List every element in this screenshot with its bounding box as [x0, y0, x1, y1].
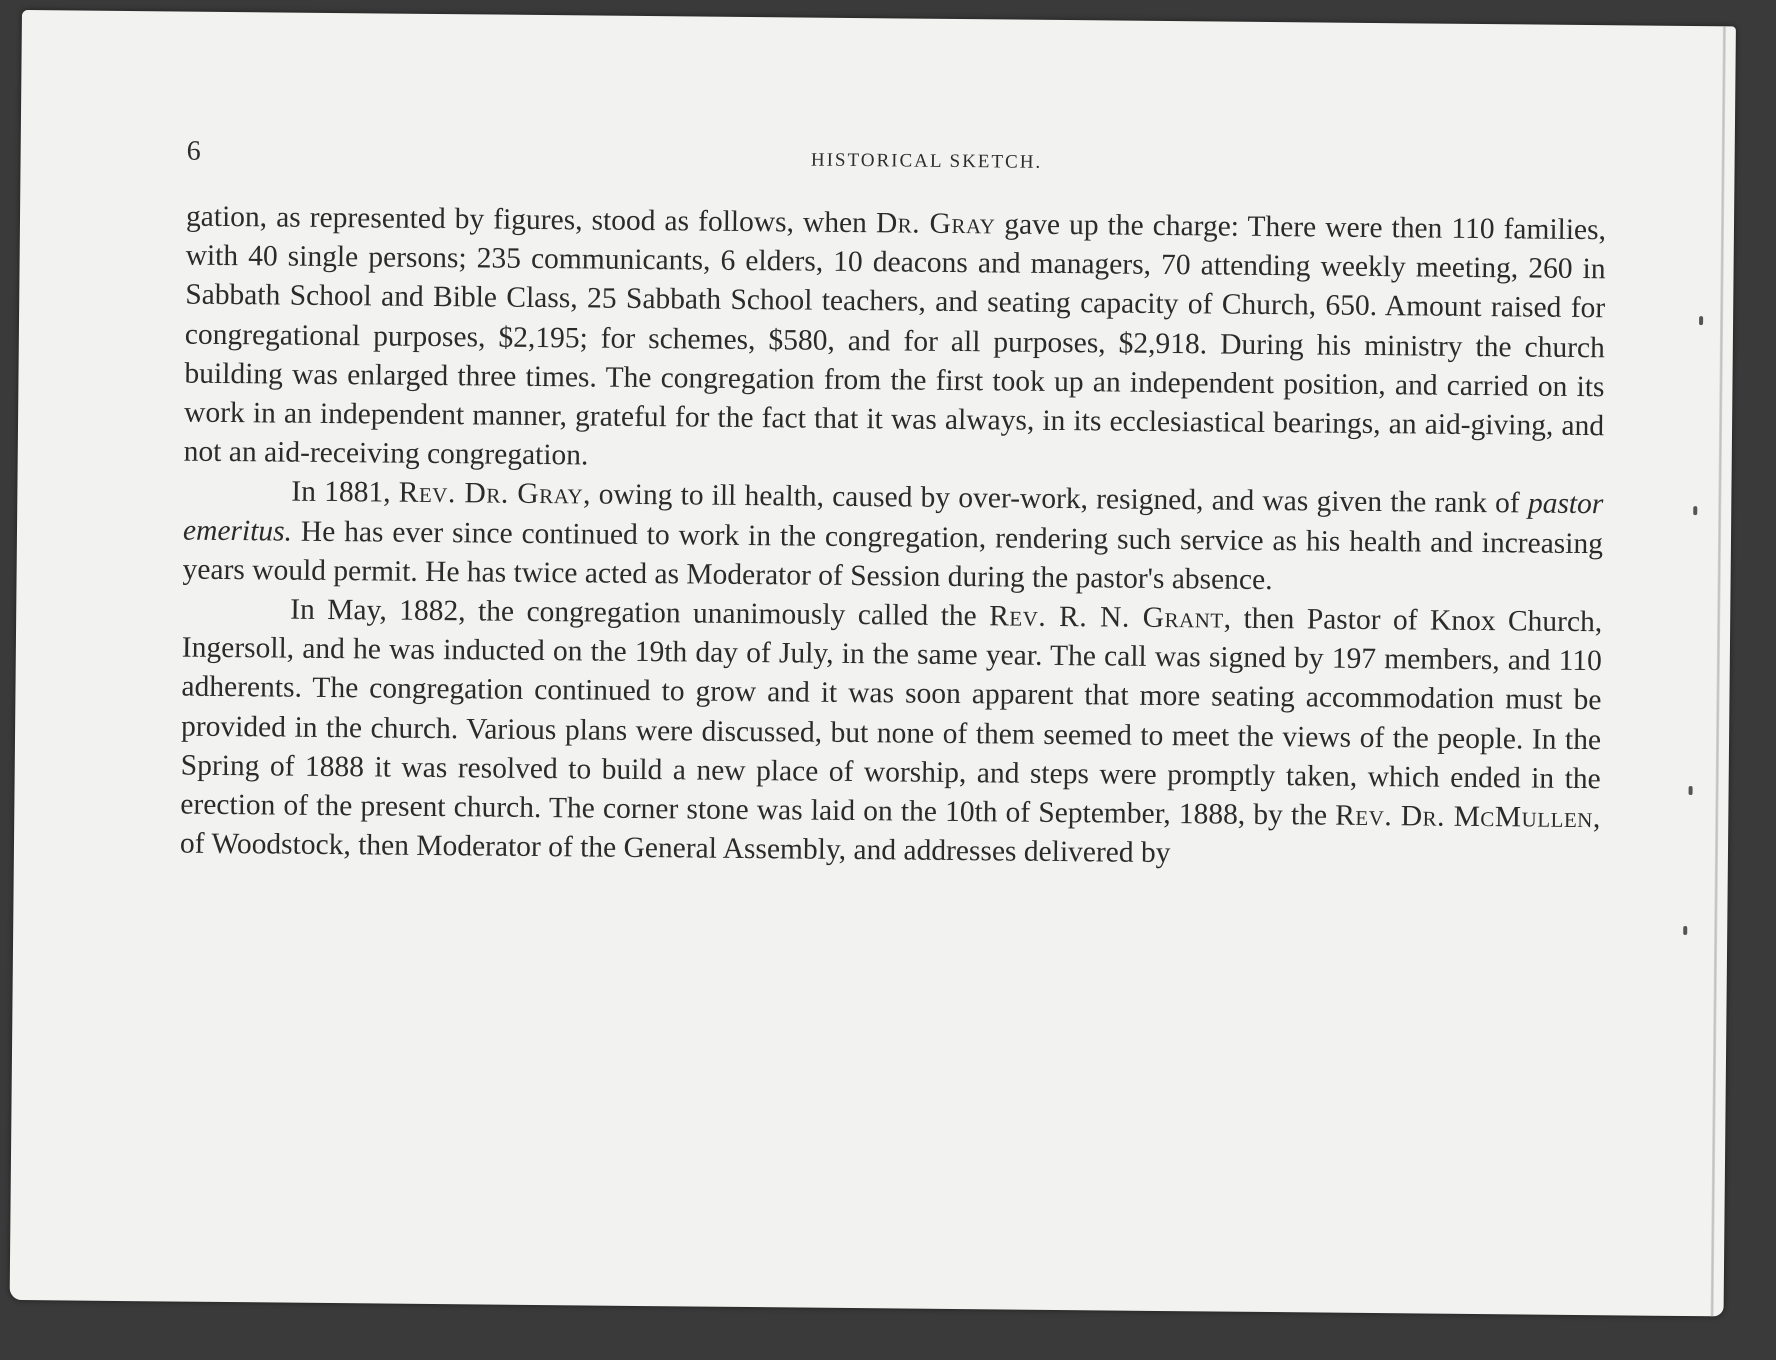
paragraph [182, 472, 1603, 603]
page-edge [1711, 26, 1726, 1316]
running-head: HISTORICAL SKETCH. [810, 149, 1043, 173]
name-smallcaps: Rev. Dr. McMullen [1335, 799, 1594, 835]
italic-phrase: pastor emeritus. [182, 487, 1604, 548]
text-run: In May, 1882, the congregation unanimously called the [290, 593, 990, 633]
binding-mark [1689, 786, 1693, 795]
name-smallcaps: Rev. R. N. Grant [989, 600, 1224, 635]
text-run: , of Woodstock, then Moderator of the General Assembly, and addresses delivered by [179, 802, 1601, 870]
page-body [180, 198, 1606, 878]
text-run: gation, as represented by figures, stood as follows, when [185, 200, 877, 240]
name-smallcaps: Dr. Gray [875, 207, 996, 241]
page-header [186, 135, 1606, 194]
paragraph [184, 198, 1607, 486]
binding-mark [1683, 926, 1687, 935]
text-run: gave up the charge: There were then 110 families, with 40 single persons; 235 communicants, 6 elders, 10 deacons and managers, 70 attending weekly meeting, 260 in Sabbath School and Bible Class, 25 Sabbath School teachers, and seating capacity of Church, 650. Amount raised for congregational purposes, $2,195; for schemes, $580, and for all purposes, $2,918. During his ministry the church building was enlarged three times. The congregation from the first took up an independent position, and carried on its work in an independent manner, grateful for the fact that it was always, in its ecclesiastical bearings, an aid-giving, and not an aid-receiving congregation. [183, 208, 1607, 472]
text-run: , then Pastor of Knox Church, Ingersoll, and he was inducted on the 19th day of July, in the same year. The call was signed by 197 members, and 110 adherents. The congregation continued to grow and it was soon apparent that more seating accommodation must be provided in the church. Various plans were discussed, but none of them seemed to meet the views of the people. In the Spring of 1888 it was resolved to build a new place of worship, and steps were promptly taken, which ended in the erection of the present church. The corner stone was laid on the 10th of September, 1888, by the [180, 602, 1603, 832]
book-page [10, 10, 1736, 1316]
text-run: In 1881, [291, 476, 399, 510]
binding-mark [1699, 316, 1703, 325]
paragraph [180, 590, 1603, 878]
page-number: 6 [186, 135, 201, 167]
text-run: He has ever since continued to work in the congregation, rendering such service as his health and increasing years would permit. He has twice acted as Moderator of Session during the pastor's absence. [182, 515, 1604, 596]
name-smallcaps: Rev. Dr. Gray [398, 477, 584, 511]
binding-mark [1693, 506, 1697, 515]
text-run: , owing to ill health, caused by over-work, resigned, and was given the rank of [582, 478, 1529, 520]
